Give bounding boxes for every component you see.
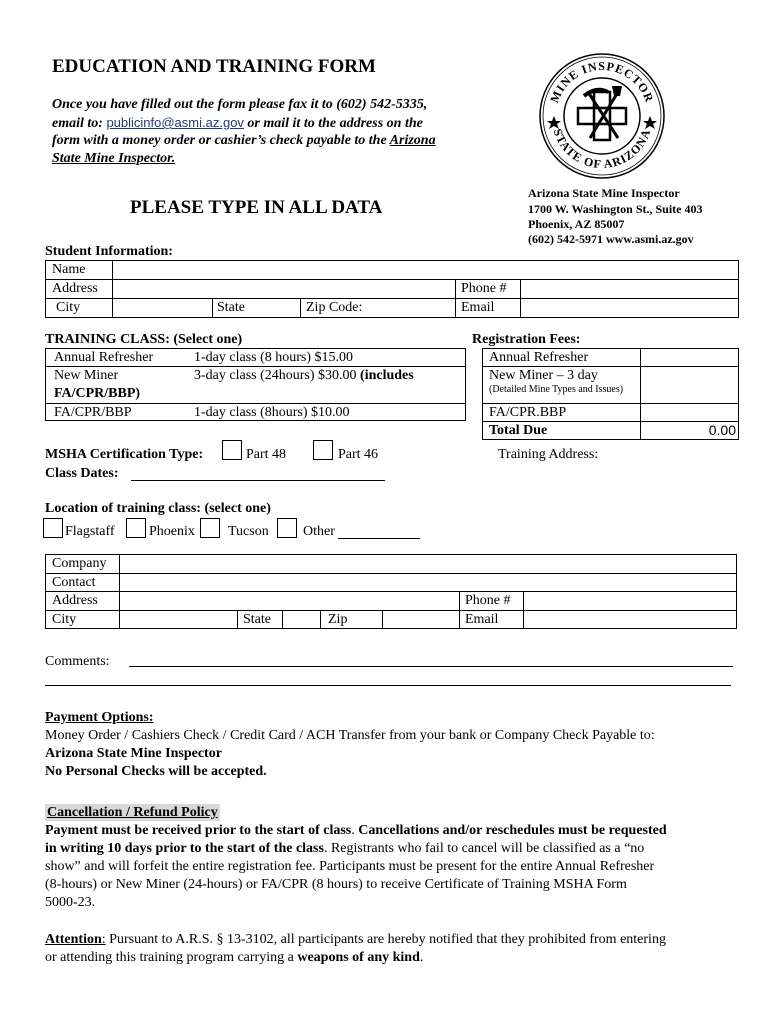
company-label: Company	[52, 556, 107, 571]
location-other-label: Other	[303, 524, 335, 539]
fee-new-miner-label: New Miner – 3 day	[489, 368, 598, 383]
state-label: State	[217, 300, 245, 315]
svg-text:STATE OF ARIZONA: STATE OF ARIZONA	[550, 126, 654, 172]
training-address-label: Training Address:	[498, 447, 599, 462]
intro-line-1: Once you have filled out the form please fax it to (602) 542-5335,	[52, 97, 428, 112]
attention-line-1: Attention: Pursuant to A.R.S. § 13-3102, all participants are hereby notified that they prohibited from entering	[45, 932, 666, 947]
company-input[interactable]	[121, 555, 735, 572]
part48-checkbox[interactable]	[222, 440, 242, 460]
zip-label: Zip Code:	[306, 300, 363, 315]
form-title: EDUCATION AND TRAINING FORM	[52, 56, 376, 77]
cancellation-line-2: in writing 10 days prior to the start of the class. Registrants who fail to cancel will be classified as a “no	[45, 841, 645, 856]
company-email-input[interactable]	[525, 611, 735, 628]
company-zip-input[interactable]	[384, 611, 457, 628]
intro-line-4: State Mine Inspector.	[52, 151, 176, 166]
student-city-input[interactable]	[114, 299, 210, 316]
class-annual-refresher[interactable]: Annual Refresher	[54, 350, 154, 365]
company-zip-label: Zip	[328, 612, 348, 627]
payment-line-1: Money Order / Cashiers Check / Credit Card / ACH Transfer from your bank or Company Check Payable to:	[45, 728, 655, 743]
fee-annual-refresher-label: Annual Refresher	[489, 350, 589, 365]
location-heading: Location of training class: (select one)	[45, 501, 271, 516]
city-label: City	[56, 300, 81, 315]
company-city-label: City	[52, 612, 77, 627]
agency-street: 1700 W. Washington St., Suite 403	[528, 202, 703, 216]
payment-payee: Arizona State Mine Inspector	[45, 746, 222, 761]
class-fa-cpr-bbp-desc: 1-day class (8hours) $10.00	[194, 405, 350, 420]
fee-fa-cpr-label: FA/CPR.BBP	[489, 405, 567, 420]
location-phoenix-label: Phoenix	[149, 524, 195, 539]
student-address-input[interactable]	[114, 280, 452, 297]
training-class-heading: TRAINING CLASS: (Select one)	[45, 332, 243, 347]
company-phone-input[interactable]	[525, 592, 735, 609]
fee-fa-cpr-input[interactable]	[642, 404, 737, 421]
svg-text:MINE INSPECTOR: MINE INSPECTOR	[547, 58, 657, 105]
location-phoenix-checkbox[interactable]	[126, 518, 146, 538]
student-zip-input[interactable]	[372, 299, 452, 316]
part46-checkbox[interactable]	[313, 440, 333, 460]
name-label: Name	[52, 262, 86, 277]
fee-new-miner-note: (Detailed Mine Types and Issues)	[489, 384, 624, 395]
class-annual-refresher-desc: 1-day class (8 hours) $15.00	[194, 350, 354, 365]
contact-input[interactable]	[121, 574, 735, 590]
class-new-miner[interactable]: New Miner	[54, 368, 119, 383]
msha-cert-label: MSHA Certification Type:	[45, 447, 204, 462]
class-dates-label: Class Dates:	[45, 466, 119, 481]
agency-city: Phoenix, AZ 85007	[528, 217, 625, 231]
total-due-value: 0.00	[708, 422, 736, 438]
part48-label: Part 48	[246, 447, 287, 462]
company-email-label: Email	[465, 612, 499, 627]
cancellation-line-5: 5000-23.	[45, 895, 96, 910]
agency-name: Arizona State Mine Inspector	[528, 186, 680, 200]
please-type-heading: PLEASE TYPE IN ALL DATA	[130, 197, 383, 218]
comments-input-line-1[interactable]	[129, 650, 733, 667]
intro-line-3: form with a money order or cashier’s check payable to the Arizona	[52, 133, 436, 148]
company-address-label: Address	[52, 593, 98, 608]
company-state-input[interactable]	[284, 611, 318, 628]
class-new-miner-line2: FA/CPR/BBP)	[54, 386, 141, 401]
phone-label: Phone #	[461, 281, 507, 296]
registration-fees-heading: Registration Fees:	[472, 332, 581, 347]
location-tucson-checkbox[interactable]	[200, 518, 220, 538]
class-new-miner-desc: 3-day class (24hours) $30.00 (includes	[194, 368, 414, 383]
cancellation-heading: Cancellation / Refund Policy	[47, 805, 218, 820]
company-address-input[interactable]	[121, 592, 457, 609]
student-info-heading: Student Information:	[45, 244, 173, 259]
address-label: Address	[52, 281, 98, 296]
student-email-input[interactable]	[522, 299, 736, 316]
class-fa-cpr-bbp[interactable]: FA/CPR/BBP	[54, 405, 132, 420]
cancellation-line-4: (8-hours) or New Miner (24-hours) or FA/CPR (8 hours) to receive Certificate of Training MSHA Form	[45, 877, 627, 892]
company-city-input[interactable]	[121, 611, 235, 628]
student-name-input[interactable]	[114, 261, 736, 278]
comments-label: Comments:	[45, 654, 110, 669]
attention-line-2: or attending this training program carrying a weapons of any kind.	[45, 950, 424, 965]
comments-input-line-2[interactable]	[45, 668, 731, 686]
total-due-label: Total Due	[489, 423, 548, 438]
fee-new-miner-input[interactable]	[642, 367, 737, 402]
payment-no-personal-checks: No Personal Checks will be accepted.	[45, 764, 267, 779]
student-phone-input[interactable]	[522, 280, 736, 297]
company-phone-label: Phone #	[465, 593, 511, 608]
cancellation-line-3: show” and will forfeit the entire registration fee. Participants must be present for the entire Annual Refresher	[45, 859, 655, 874]
intro-line-2: email to: publicinfo@asmi.az.gov or mail it to the address on the	[52, 115, 423, 131]
agency-phone-web: (602) 542-5971 www.asmi.az.gov	[528, 232, 694, 246]
state-seal-logo	[538, 52, 666, 180]
location-other-checkbox[interactable]	[277, 518, 297, 538]
location-tucson-label: Tucson	[228, 524, 269, 539]
class-dates-input[interactable]	[131, 463, 385, 481]
payment-heading: Payment Options:	[45, 710, 154, 725]
location-flagstaff-label: Flagstaff	[65, 524, 115, 539]
location-flagstaff-checkbox[interactable]	[43, 518, 63, 538]
fee-annual-refresher-input[interactable]	[642, 349, 737, 366]
contact-label: Contact	[52, 575, 96, 590]
part46-label: Part 46	[338, 447, 379, 462]
email-link[interactable]: publicinfo@asmi.az.gov	[106, 115, 244, 130]
cancellation-line-1: Payment must be received prior to the start of class. Cancellations and/or reschedules must be requested	[45, 823, 667, 838]
company-state-label: State	[243, 612, 271, 627]
student-state-input[interactable]	[256, 299, 298, 316]
email-label: Email	[461, 300, 495, 315]
location-other-input[interactable]	[338, 521, 420, 539]
